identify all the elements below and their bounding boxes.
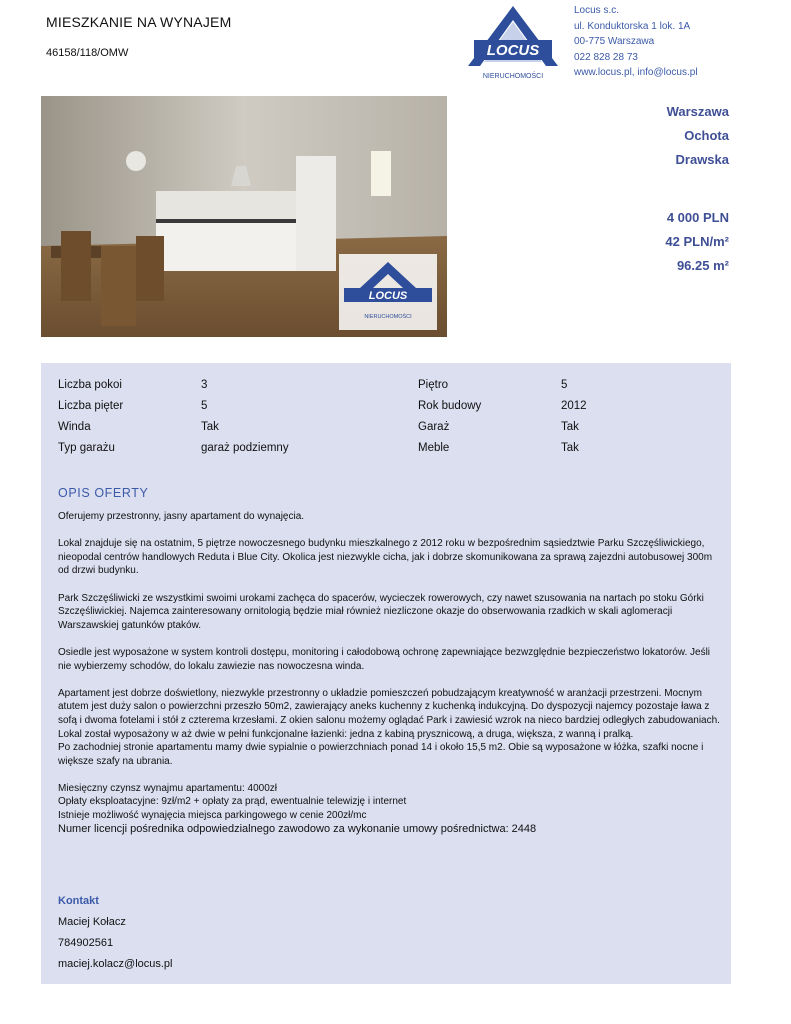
description-intro: Oferujemy przestronny, jasny apartament do wynajęcia. <box>58 511 305 522</box>
license-number: Numer licencji pośrednika odpowiedzialnego zawodowo za wykonanie umowy pośrednictwa: 2448 <box>58 822 537 835</box>
description-paragraph: Lokal został wyposażony w aż dwie w pełni funkcjonalne łazienki: jedna z kabiną prysznicową, a druga, większa, z wanną i pralką. <box>58 728 634 740</box>
price-total: 4 000 PLN <box>666 210 729 225</box>
offer-reference: 46158/118/OMW <box>46 47 129 59</box>
description-heading: OPIS OFERTY <box>58 486 149 500</box>
fees-line: Opłaty eksploatacyjne: 9zł/m2 + opłaty za prąd, ewentualnie telewizję i internet <box>58 796 407 808</box>
contact-phone[interactable]: 784902561 <box>58 937 114 949</box>
parking-line: Istnieje możliwość wynajęcia miejsca parkingowego w cenie 200zł/mc <box>58 810 367 822</box>
attribute-row: Liczba pokoi 3 Piętro 5 <box>58 379 568 391</box>
svg-text:LOCUS: LOCUS <box>486 42 540 59</box>
contact-heading: Kontakt <box>58 895 99 907</box>
description-body <box>58 510 722 836</box>
location-district: Ochota <box>684 128 729 143</box>
description-paragraph: Lokal znajduje się na ostatnim, 5 piętrze nowoczesnego budynku mieszkalnego z 2012 roku w bezpośrednim sąsiedztwie Parku Szczęśliwickiego, nieopodal centrów handlowych Reduta i Blue City. Okolica jest niezwykle cicha, jak i dobrze skomunikowana za sprawą zajezdni autobusowej 300m od drzwi budynku. <box>58 538 713 577</box>
agency-name: Locus s.c. <box>574 5 620 16</box>
document-title: MIESZKANIE NA WYNAJEM <box>46 14 232 30</box>
location-city: Warszawa <box>666 104 729 119</box>
details-panel <box>41 363 731 984</box>
description-paragraph: Osiedle jest wyposażone w system kontroli dostępu, monitoring i całodobową ochronę zapewniające bezwzględnie bezpieczeństwo lokatorów. Jeśli nie wybierzemy schodów, do lokalu zawiezie nas nowoczesna winda. <box>58 646 711 672</box>
contact-block <box>58 891 173 975</box>
area: 96.25 m² <box>676 258 729 273</box>
svg-text:NIERUCHOMOŚCI: NIERUCHOMOŚCI <box>482 73 544 80</box>
location-block <box>667 100 729 172</box>
agency-info <box>574 3 698 81</box>
description-paragraph: Park Szczęśliwicki ze wszystkimi swoimi urokami zachęca do spacerów, wycieczek rowerowych, czy nawet szusowania na nartach po stoku Górki Szczęśliwickiej. Najemca zainteresowany ornitologią będzie miał również niezliczone okazje do obserwowania rzadkich w skali aglomeracji Warszawskiej gatunków ptaków. <box>58 592 704 631</box>
description-paragraph: Po zachodniej stronie apartamentu mamy dwie sypialnie o powierzchniach ponad 14 i około 15,5 m2. Obie są wyposażone w łóżka, szafki nocne i większe szafy na ubrania. <box>58 742 704 767</box>
attribute-row: Liczba pięter 5 Rok budowy 2012 <box>58 400 587 412</box>
location-street: Drawska <box>675 152 729 167</box>
contact-email[interactable]: maciej.kolacz@locus.pl <box>58 958 173 970</box>
agency-phone: 022 828 28 73 <box>574 51 638 63</box>
description-paragraph: Apartament jest dobrze doświetlony, niezwykle przestronny o układzie pomieszczeń pobudzającym kreatywność w aranżacji przestrzeni. Mocnym atutem jest duży salon o powierzchni przeszło 50m2, zawierający aneks kuchenny z kuchenką indukcyjną. Do dyspozycji najemcy pozostaje ława z sofą i dwoma fotelami i stół z czterema krzesłami. Z okien salonu możemy oglądać Park i zawiesić wzrok na nieco bardziej odległych zabudowaniach. <box>58 687 720 726</box>
contact-name: Maciej Kołacz <box>58 916 126 928</box>
price-per-m2: 42 PLN/m² <box>665 234 729 249</box>
rent-line: Miesięczny czynsz wynajmu apartamentu: 4000zł <box>58 782 277 794</box>
locus-logo <box>460 4 566 82</box>
agency-city: 00-775 Warszawa <box>574 36 655 48</box>
attribute-row: Winda Tak Garaż Tak <box>58 421 579 433</box>
attribute-row: Typ garażu garaż podziemny Meble Tak <box>58 442 579 454</box>
agency-street: ul. Konduktorska 1 lok. 1A <box>574 20 691 32</box>
apartment-photo <box>41 96 447 337</box>
price-block <box>665 206 729 278</box>
svg-text:LOCUS: LOCUS <box>368 290 408 302</box>
svg-text:NIERUCHOMOŚCI: NIERUCHOMOŚCI <box>364 314 412 320</box>
agency-web[interactable]: www.locus.pl, info@locus.pl <box>574 67 698 79</box>
attributes-table <box>58 379 718 463</box>
